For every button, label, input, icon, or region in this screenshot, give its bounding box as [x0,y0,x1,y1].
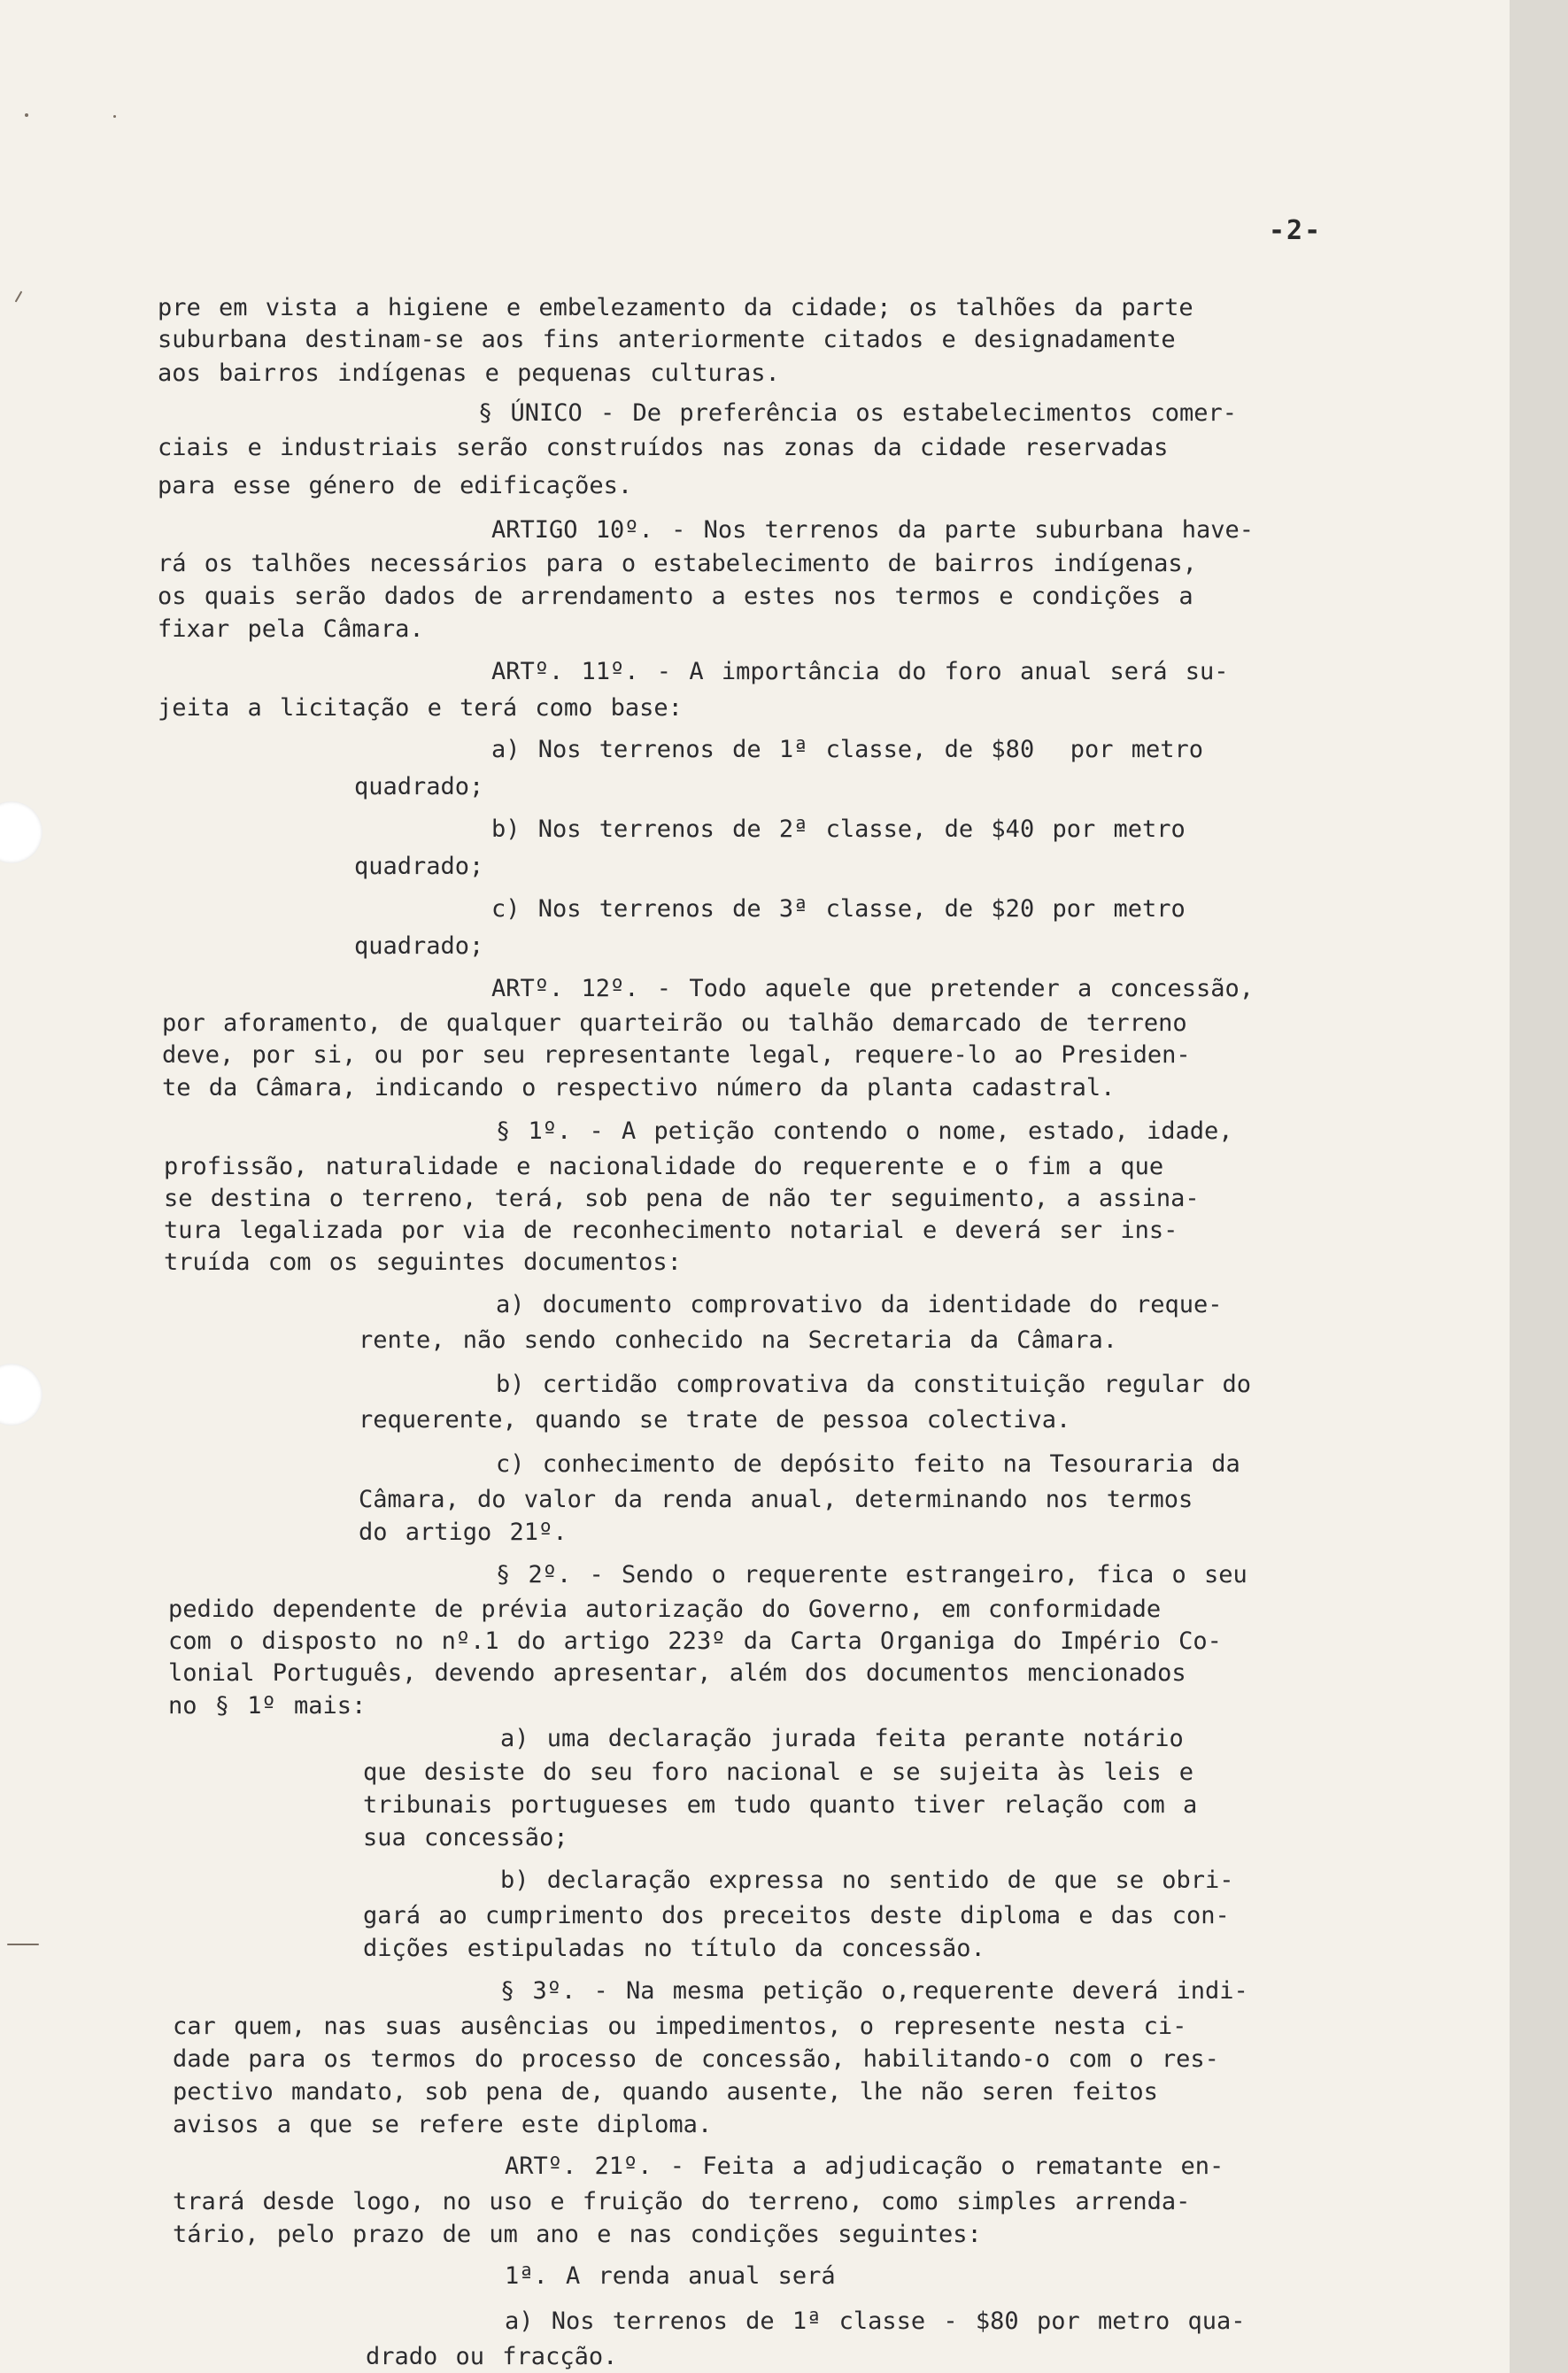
text-line: b) certidão comprovativa da constituição regular do [496,1371,1252,1398]
text-line: truída com os seguintes documentos: [164,1248,682,1276]
text-line: rá os talhões necessários para o estabelecimento de bairros indígenas, [158,550,1197,577]
text-line: tura legalizada por via de reconhecimento notarial e deverá ser ins- [164,1217,1178,1244]
text-line: por aforamento, de qualquer quarteirão ou talhão demarcado de terreno [162,1009,1187,1037]
text-line: tribunais portugueses em tudo quanto tiver relação com a [363,1791,1198,1819]
text-line: car quem, nas suas ausências ou impedimentos, o represente nesta ci- [173,2013,1187,2040]
text-line: ARTIGO 10º. - Nos terrenos da parte suburbana have- [491,516,1255,544]
text-line: a) Nos terrenos de 1ª classe, de $80 por metro [491,736,1204,763]
text-line: a) Nos terrenos de 1ª classe - $80 por metro qua- [505,2307,1246,2335]
text-line: c) Nos terrenos de 3ª classe, de $20 por metro [491,895,1186,923]
text-line: § 3º. - Na mesma petição o,requerente deverá indi- [500,1977,1248,2005]
text-line: gará ao cumprimento dos preceitos deste diploma e das con- [363,1902,1230,1929]
paper-mark [7,1944,39,1945]
text-line: quadrado; [354,773,484,800]
text-line: ciais e industriais serão construídos nas zonas da cidade reservadas [158,434,1169,461]
page-number: -2- [1269,215,1323,246]
text-line: a) uma declaração jurada feita perante notário [500,1725,1184,1752]
text-line: profissão, naturalidade e nacionalidade do requerente e o fim a que [164,1153,1164,1180]
punch-hole-upper [0,801,42,863]
text-line: b) Nos terrenos de 2ª classe, de $40 por metro [491,815,1186,843]
text-line: para esse género de edificações. [158,472,633,499]
text-line: b) declaração expressa no sentido de que se obri- [500,1867,1234,1894]
text-line: Câmara, do valor da renda anual, determinando nos termos [359,1486,1193,1513]
text-line: aos bairros indígenas e pequenas culturas. [158,359,780,387]
text-line: se destina o terreno, terá, sob pena de não ter seguimento, a assina- [164,1185,1200,1212]
text-line: rente, não sendo conhecido na Secretaria da Câmara. [359,1326,1118,1354]
punch-hole-lower [0,1364,42,1426]
text-line: ARTº. 11º. - A importância do foro anual será su- [491,658,1229,685]
text-line: deve, por si, ou por seu representante legal, requere-lo ao Presiden- [162,1041,1191,1069]
text-line: quadrado; [354,932,484,960]
text-line: no § 1º mais: [168,1692,367,1720]
text-line: trará desde logo, no uso e fruição do terreno, como simples arrenda- [173,2188,1191,2215]
text-line: 1ª. A renda anual será [505,2262,836,2290]
text-line: requerente, quando se trate de pessoa colectiva. [359,1406,1071,1434]
text-line: suburbana destinam-se aos fins anteriormente citados e designadamente [158,326,1176,353]
background-edge [1510,0,1568,2373]
text-line: dições estipuladas no título da concessão. [363,1935,985,1962]
text-line: pectivo mandato, sob pena de, quando ausente, lhe não seren feitos [173,2078,1158,2106]
text-line: quadrado; [354,853,484,880]
text-line: lonial Português, devendo apresentar, além dos documentos mencionados [168,1659,1186,1687]
text-line: fixar pela Câmara. [158,615,424,643]
text-line: avisos a que se refere este diploma. [173,2111,713,2138]
paper-speck [25,113,28,117]
text-line: § 2º. - Sendo o requerente estrangeiro, fica o seu [496,1561,1247,1588]
text-line: dade para os termos do processo de concessão, habilitando-o com o res- [173,2045,1219,2073]
paper-mark [15,290,23,302]
text-line: pedido dependente de prévia autorização do Governo, em conformidade [168,1596,1162,1623]
text-line: ARTº. 21º. - Feita a adjudicação o rematante en- [505,2153,1224,2180]
text-line: sua concessão; [363,1824,568,1851]
text-line: jeita a licitação e terá como base: [158,694,683,722]
text-line: te da Câmara, indicando o respectivo número da planta cadastral. [162,1074,1116,1101]
text-line: que desiste do seu foro nacional e se sujeita às leis e [363,1758,1194,1786]
text-line: drado ou fracção. [366,2343,618,2370]
text-line: tário, pelo prazo de um ano e nas condições seguintes: [173,2221,982,2248]
text-line: c) conhecimento de depósito feito na Tesouraria da [496,1450,1240,1478]
text-line: com o disposto no nº.1 do artigo 223º da Carta Organiga do Império Co- [168,1627,1222,1655]
text-line: ARTº. 12º. - Todo aquele que pretender a concessão, [491,975,1255,1002]
text-line: pre em vista a higiene e embelezamento da cidade; os talhões da parte [158,294,1193,321]
paper-speck [113,115,116,118]
text-line: § ÚNICO - De preferência os estabelecimentos comer- [478,399,1238,427]
text-line: a) documento comprovativo da identidade do reque- [496,1291,1223,1318]
text-line: os quais serão dados de arrendamento a estes nos termos e condições a [158,583,1193,610]
text-line: § 1º. - A petição contendo o nome, estado, idade, [496,1117,1233,1145]
text-line: do artigo 21º. [359,1519,568,1546]
